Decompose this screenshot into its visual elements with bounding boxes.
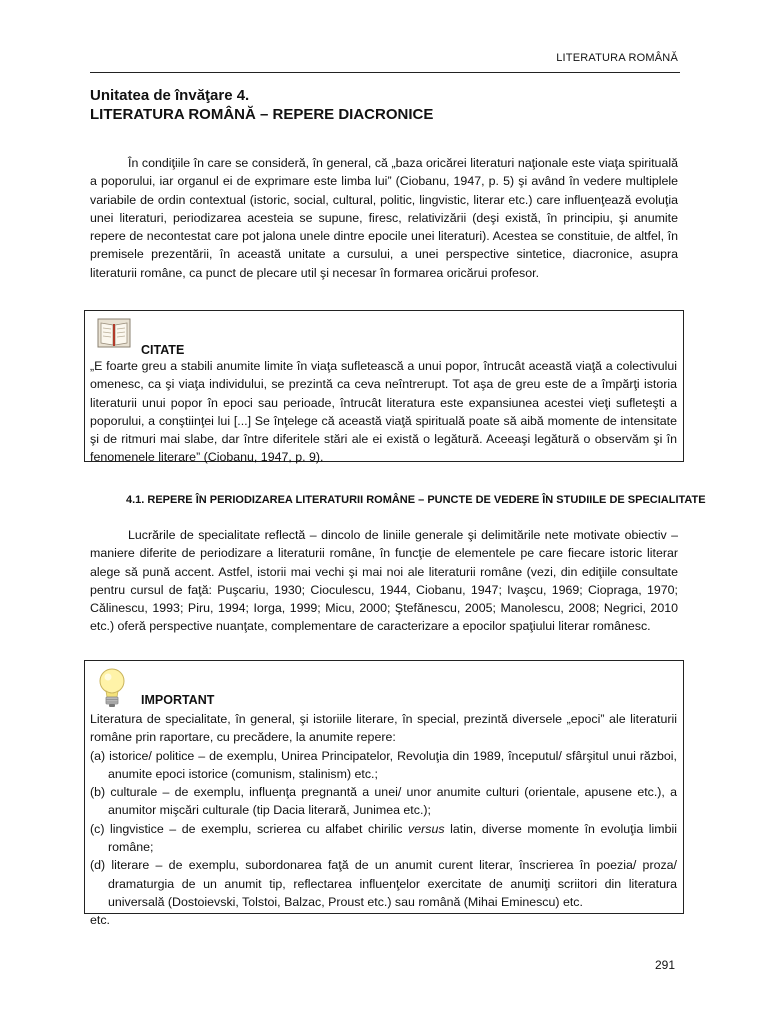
- header-rule: [90, 72, 680, 73]
- list-item-c: [90, 820, 677, 857]
- list-item-c-text: (c) lingvistice – de exemplu, scrierea cu alfabet chirilic: [90, 821, 409, 836]
- section-paragraph: Lucrările de specialitate reflectă – dincolo de liniile generale şi delimitările nete motivate obiectiv – maniere diferite de periodizare a literaturii române, în funcţie de elementele pe care fiecare istoric literar alege să pună accent. Astfel, istorii mai vechi şi mai noi ale literaturii române (vezi, din ediţiile consultate pentru cursul de faţă: Puşcariu, 1930; Cioculescu, 1944, Ciobanu, 1947; Ivaşcu, 1969; Ciopraga, 1970; Călinescu, 1993; Piru, 1994; Iorga, 1999; Micu, 2000; Ştefănescu, 2005; Manolescu, 2008; Negrici, 2010 etc.) oferă perspective nuanţate, complementare de caracterizare a epocilor spaţiului literar românesc.: [90, 528, 678, 634]
- citate-heading: CITATE: [141, 343, 185, 357]
- list-item-a: (a) istorice/ politice – de exemplu, Unirea Principatelor, Revoluţia din 1989, începutul/ sfârşitul unui război, anumite epoci istorice (comunism, stalinism) etc.;: [90, 748, 677, 781]
- unit-label: Unitatea de învăţare 4.: [90, 87, 250, 104]
- list-item-c-text-end: latin, diverse momente în evoluţia limbii române;: [108, 821, 678, 855]
- unit-title: LITERATURA ROMÂNĂ – REPERE DIACRONICE: [90, 106, 434, 123]
- lightbulb-icon: [97, 667, 127, 709]
- intro-paragraph: În condiţiile în care se consideră, în general, că „baza oricărei literaturi naţionale este viaţa spirituală a poporului, iar organul ei de exprimare este limba lui” (Ciobanu, 1947, p. 5) şi având în vedere multiplele variabile de ordin contextual (istoric, social, cultural, politic, lingvistic, literar etc.) care influenţează evoluţia unei literaturi, periodizarea acesteia se supune, firesc, relativizării (deşi există, în principiu, şi anumite repere de necontestat care pot jalona unele dintre epocile unei literaturi). Acestea se constituie, de altfel, în premisele prezentării, în această unitate a cursului, a unei perspective sintetice, diacronice, asupra literaturii române, ca punct de plecare util şi necesar în formarea oricărui profesor.: [90, 156, 678, 280]
- important-box: [84, 660, 684, 928]
- list-item-c-emphasis: versus: [408, 821, 445, 836]
- section-heading: 4.1. REPERE ÎN PERIODIZAREA LITERATURII ROMÂNE – PUNCTE DE VEDERE ÎN STUDIILE DE SPECIALITATE: [126, 494, 706, 506]
- important-heading: IMPORTANT: [141, 693, 215, 707]
- citate-box: [84, 310, 684, 465]
- open-book-icon: [97, 317, 131, 349]
- important-intro: Literatura de specialitate, în general, şi istoriile literare, în special, prezintă diversele „epoci” ale literaturii române prin raportare, cu precădere, la anumite repere:: [90, 712, 677, 745]
- citate-quote: „E foarte greu a stabili anumite limite în viaţa sufletească a unui popor, întrucât această viaţă a colectivului omenesc, ca şi viaţa individului, se prezintă ca ceva neîntrerupt. Tot aşa de greu este de a împărţi istoria literaturii unui popor în epoci sau perioade, întrucât literatura este expansiunea acestei vieţi sufleteşti a poporului, a conştiinţei lui [...] Se înţelege că această viaţă spirituală poate să aibă momente de intensitate şi de ritmuri mai slabe, dar între diferitele stări ale ei există o legătură. Aceeaşi legătură o observăm şi în fenomenele literare” (Ciobanu, 1947, p. 9).: [90, 359, 677, 465]
- running-header: LITERATURA ROMÂNĂ: [556, 52, 678, 64]
- important-body: [90, 710, 677, 930]
- list-item-b: (b) culturale – de exemplu, influenţa pregnantă a unei/ unor anumite culturi (orientale, apusene etc.), a anumitor mişcări culturale (tip Dacia literară, Junimea etc.);: [90, 785, 677, 818]
- unit-title-block: [90, 86, 680, 124]
- important-closing: etc.: [90, 913, 110, 928]
- list-item-d: (d) literare – de exemplu, subordonarea faţă de un anumit curent literar, înscrierea în poezia/ proza/ dramaturgia de un anumit tip, reflectarea influenţelor exercitate de anumiţi scriitori din literatura universală (Dostoievski, Tolstoi, Balzac, Proust etc.) sau română (Mihai Eminescu) etc.: [90, 858, 677, 909]
- page-number: 291: [655, 958, 676, 972]
